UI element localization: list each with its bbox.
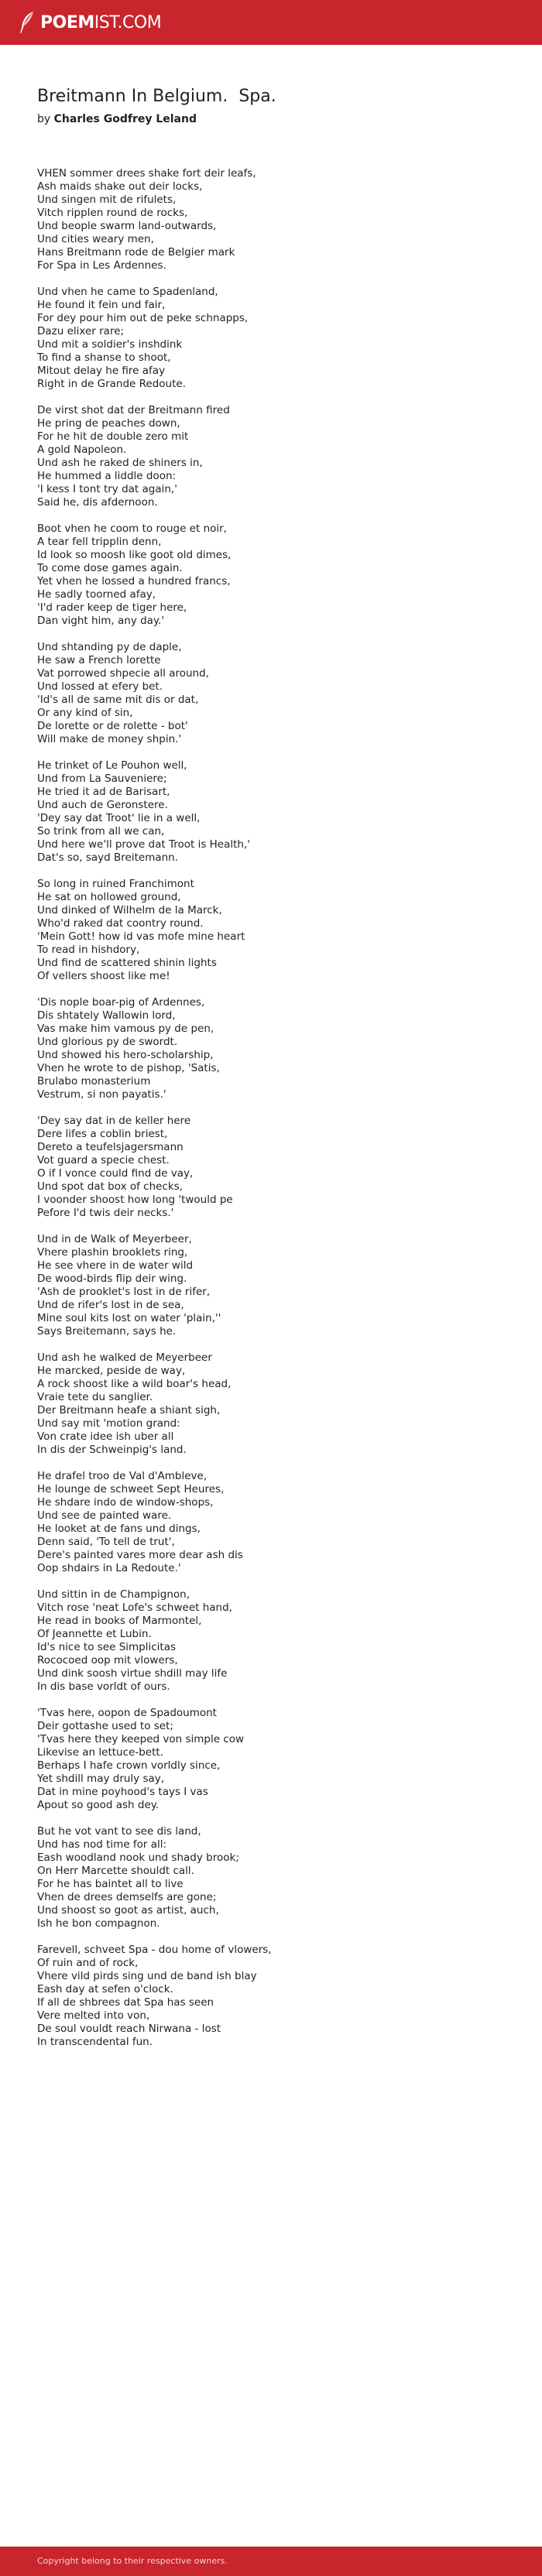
poem-line: Rococoed oop mit vlowers, [37,1654,178,1667]
poem-line: He sadly toorned afay, [37,588,156,601]
poem-line: Likevise an lettuce-bett. [37,1746,163,1759]
poem-line: Of ruin and of rock, [37,1957,139,1969]
poem-line: Und say mit 'motion grand: [37,1417,180,1430]
poem-line: Dat in mine poyhood's tays I vas [37,1786,208,1798]
stanza [37,286,517,391]
poem-line: Vhere plashin brooklets ring, [37,1246,188,1259]
stanza [37,522,517,628]
poem-line: Vot guard a specie chest. [37,1154,170,1166]
feather-quill-icon [19,11,36,34]
poem-line: So long in ruined Franchimont [37,878,194,890]
poem-line: 'Dey say dat in de keller here [37,1115,191,1127]
poem-line: Dereto a teufelsjagersmann [37,1141,184,1153]
poem-line: Und ash he walked de Meyerbeer [37,1351,212,1364]
poem-line: 'I'd rader keep de tiger here, [37,601,187,614]
byline [37,113,197,125]
poem-line: For he has baintet all to live [37,1878,184,1890]
poem-line: Und glorious py de swordt. [37,1036,178,1048]
poem-line: In dis base vorldt of ours. [37,1680,170,1693]
poem-line: Vere melted into von, [37,2009,150,2022]
poem-line: Und sittin in de Champignon, [37,1588,190,1601]
stanza [37,1825,517,1930]
poem-line: Vraie tete du sanglier. [37,1391,153,1403]
poem-line: Says Breitemann, says he. [37,1325,177,1338]
poem-line: Vhere vild pirds sing und de band ish blay [37,1970,257,1982]
stanza [37,1470,517,1575]
poem-line: He found it fein und fair, [37,299,166,311]
poem-line: Mine soul kits lost on water 'plain,'' [37,1312,221,1324]
stanza [37,1944,517,2049]
poem-line: Yet shdill may druly say, [37,1773,165,1785]
poem-line: Ash maids shake out deir locks, [37,180,203,193]
poem-line: Pefore I'd twis deir necks.' [37,1207,174,1219]
poem-line: Und lossed at efery bet. [37,680,163,693]
poem-line: He marcked, peside de way, [37,1365,186,1377]
poem-line: Eash woodland nook und shady brook; [37,1852,239,1864]
poem-line: VHEN sommer drees shake fort deir leafs, [37,167,256,180]
poem-line: In dis der Schweinpig's land. [37,1444,187,1456]
poem-line: He looket at de fans und dings, [37,1523,201,1535]
copyright-notice: Copyright belong to their respective owners. [37,2556,228,2566]
stanza [37,759,517,865]
poem-line: Vhen he wrote to de pishop, 'Satis, [37,1062,220,1074]
poem-line: He tried it ad de Barisart, [37,786,170,798]
poem-line: A tear fell tripplin denn, [37,536,162,548]
poem-line: O if I vonce could find de vay, [37,1167,194,1180]
stanza [37,1233,517,1338]
poem-line: Und shtanding py de daple, [37,641,182,653]
poem-line: Right in de Grande Redoute. [37,378,186,390]
poem-line: He read in books of Marmontel, [37,1615,202,1627]
poem-line: Deir gottashe used to set; [37,1720,173,1732]
poem-line: Farevell, schveet Spa - dou home of vlowers, [37,1944,272,1956]
poem-line: On Herr Marcette shouldt call. [37,1865,194,1877]
poem-line: He see vhere in de water wild [37,1259,194,1272]
poem-line: For he hit de double zero mit [37,430,189,443]
poem-line: Und from La Sauveniere; [37,772,167,785]
poem-line: 'I kess I tont try dat again,' [37,483,177,495]
poem-line: Und shoost so goot as artist, auch, [37,1904,219,1917]
poem-line: He lounge de schweet Sept Heures, [37,1483,225,1495]
poem-line: Will make de money shpin.' [37,733,182,745]
poem-line: Vas make him vamous py de pen, [37,1023,214,1035]
poem-line: For dey pour him out de peke schnapps, [37,312,249,324]
poem-line: Und ash he raked de shiners in, [37,457,203,469]
poem-line: Und spot dat box of checks, [37,1180,184,1193]
poem-line: Vestrum, si non payatis.' [37,1088,166,1101]
poem-line: Und dinked of Wilhelm de la Marck, [37,904,222,916]
poem-line: Und in de Walk of Meyerbeer, [37,1233,192,1245]
poem-line: Id's nice to see Simplicitas [37,1641,177,1653]
poem-line: Und auch de Geronstere. [37,799,168,811]
poem-line: Boot vhen he coom to rouge et noir, [37,522,227,535]
poem-line: Und mit a soldier's inshdink [37,338,183,351]
poem-line: He shdare indo de window-shops, [37,1496,214,1509]
stanza [37,167,517,272]
stanza [37,1707,517,1812]
poem-line: In transcendental fun. [37,2036,153,2048]
poem-line: De virst shot dat der Breitmann fired [37,404,230,416]
stanza [37,641,517,746]
poem-line: So trink from all we can, [37,825,165,838]
author-name[interactable]: Charles Godfrey Leland [53,113,197,125]
stanza [37,404,517,509]
poem-line: Dere's painted vares more dear ash dis [37,1549,243,1561]
poem-line: Oop shdairs in La Redoute.' [37,1562,181,1574]
poem-line: He drafel troo de Val d'Ambleve, [37,1470,208,1482]
site-footer [0,2547,542,2576]
poem-line: De wood-birds flip deir wing. [37,1273,187,1285]
stanza [37,1588,517,1694]
poem-line: He saw a French lorette [37,654,161,666]
poem-line: Eash day at sefen o'clock. [37,1983,173,1995]
poem-line: Denn said, 'To tell de trut', [37,1536,175,1548]
poem-line: De lorette or de rolette - bot' [37,720,188,732]
logo-text-bold: POEM [40,12,94,33]
stanza [37,878,517,983]
poem-line: Vhen de drees demselfs are gone; [37,1891,217,1903]
poem-line: Hans Breitmann rode de Belgier mark [37,246,235,259]
poem-line: To find a shanse to shoot, [37,351,171,364]
poem-line: Brulabo monasterium [37,1075,151,1088]
poem-line: 'Dey say dat Troot' lie in a well, [37,812,201,824]
poem-line: Und singen mit de rifulets, [37,194,177,206]
poem-line: To come dose games again. [37,562,183,574]
poem-line: Of vellers shoost like me! [37,970,170,982]
poem-line: Dis shtately Wallowin lord, [37,1009,176,1022]
stanza [37,996,517,1101]
poem-line: 'Mein Gott! how id vas mofe mine heart [37,930,245,943]
poem-line: Yet vhen he lossed a hundred francs, [37,575,231,587]
poem-line: He trinket of Le Pouhon well, [37,759,187,772]
poem-line: Id look so moosh like goot old dimes, [37,549,232,561]
poem-line: Und vhen he came to Spadenland, [37,286,218,298]
poem-line: Dat's so, sayd Breitemann. [37,851,179,864]
poem-line: If all de shbrees dat Spa has seen [37,1996,214,2009]
poem-line: Mitout delay he fire afay [37,365,166,377]
poem-body [37,167,517,2062]
poem-line: To read in hishdory, [37,944,140,956]
poem-line: Und has nod time for all: [37,1838,167,1851]
poem-line: A rock shoost like a wild boar's head, [37,1378,232,1390]
poem-line: 'Id's all de same mit dis or dat, [37,694,199,706]
poem-line: Von crate idee ish uber all [37,1430,174,1443]
poem-line: He pring de peaches down, [37,417,180,430]
poem-line: He sat on hollowed ground, [37,891,181,903]
poem-line: Und find de scattered shinin lights [37,957,217,969]
poem-line: Who'd raked dat coontry round. [37,917,204,930]
poem-line: Vitch ripplen round de rocks, [37,207,188,219]
poem-line: Vitch rose 'neat Lofe's schweet hand, [37,1601,232,1614]
poem-line: For Spa in Les Ardennes. [37,259,166,272]
poem-line: Or any kind of sin, [37,707,133,719]
poem-line: Apout so good ash dey. [37,1799,160,1811]
poem-line: He hummed a liddle doon: [37,470,177,482]
poem-line: Berhaps I hafe crown vorldly since, [37,1759,221,1772]
byline-prefix: by [37,113,54,125]
poem-line: Und showed his hero-scholarship, [37,1049,214,1061]
poem-line: De soul vouldt reach Nirwana - lost [37,2023,221,2035]
poem-line: Und beople swarm land-outwards, [37,220,217,232]
logo-text-light: IST.COM [94,12,162,33]
poem-line: 'Tvas here, oopon de Spadoumont [37,1707,217,1719]
poem-line: Dazu elixer rare; [37,325,125,337]
poem-line: Dere lifes a coblin briest, [37,1128,168,1140]
site-header [0,0,542,45]
site-logo[interactable] [19,11,161,34]
poem-line: 'Dis nople boar-pig of Ardennes, [37,996,205,1009]
poem-line: Der Breitmann heafe a shiant sigh, [37,1404,221,1416]
poem-line: Vat porrowed shpecie all around, [37,667,209,680]
poem-line: I voonder shoost how long 'twould pe [37,1194,233,1206]
poem-line: Dan vight him, any day.' [37,615,165,627]
poem-line: 'Tvas here they keeped von simple cow [37,1733,245,1745]
poem-line: A gold Napoleon. [37,444,127,456]
poem-line: Und see de painted ware. [37,1509,172,1522]
poem-line: Of Jeannette et Lubin. [37,1628,152,1640]
poem-line: Und here we'll prove dat Troot is Health,' [37,838,250,851]
poem-line: Und de rifer's lost in de sea, [37,1299,184,1311]
stanza [37,1351,517,1457]
poem-line: But he vot vant to see dis land, [37,1825,201,1838]
poem-line: Ish he bon compagnon. [37,1917,160,1930]
poem-line: 'Ash de prooklet's lost in de rifer, [37,1286,211,1298]
poem-line: Und cities weary men, [37,233,154,245]
poem-line: Said he, dis afdernoon. [37,496,158,509]
poem-title: Breitmann In Belgium. Spa. [37,87,276,106]
stanza [37,1115,517,1220]
poem-line: Und dink soosh virtue shdill may life [37,1667,228,1680]
